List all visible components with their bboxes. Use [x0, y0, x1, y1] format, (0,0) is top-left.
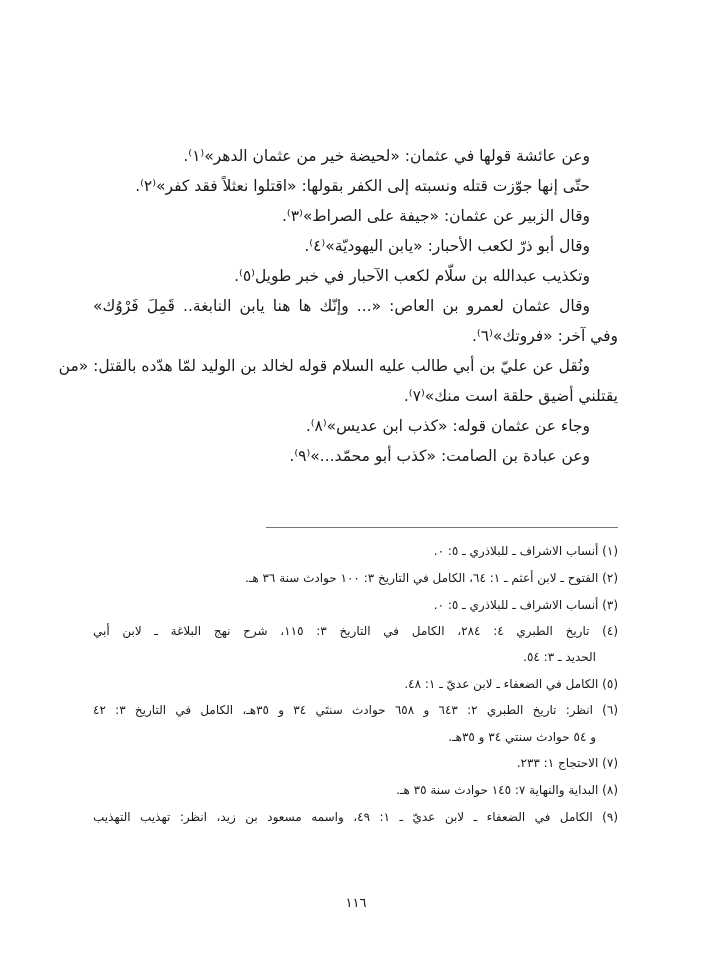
body-line: وقال الزبير عن عثمان: «جيفة على الصراط»⁽٣⁾. — [281, 207, 590, 225]
page-number: ١١٦ — [345, 896, 367, 911]
footnote: (٧) الاحتجاج ١: ٢٣٣. — [516, 756, 618, 770]
footnote: (٤) تاريخ الطبري ٤: ٢٨٤، الكامل في التاريخ ٣: ١١٥، شرح نهج البلاغة ـ لابن أبي — [93, 624, 619, 638]
footnote: (٨) البداية والنهاية ٧: ١٤٥ حوادث سنة ٣٥ هـ. — [396, 783, 618, 797]
footnote-continuation: و ٥٤ حوادث سنتي ٣٤ و ٣٥هـ. — [448, 730, 596, 744]
footnote: (٣) أنساب الاشراف ـ للبلاذري ـ ٥: ٠. — [433, 598, 618, 612]
footnote: (٢) الفتوح ـ لابن أعثم ـ ١: ٦٤، الكامل في التاريخ ٣: ١٠٠ حوادث سنة ٣٦ هـ. — [245, 571, 618, 585]
footnote: (٩) الكامل في الضعفاء ـ لابن عديّ ـ ١: ٤٩، واسمه مسعود بن زيد، انظر: تهذيب التهذيب — [93, 810, 618, 824]
body-line: وقال أبو ذرّ لكعب الأحبار: «يابن اليهوديّة»⁽٤⁾. — [304, 237, 590, 255]
body-line: وقال عثمان لعمرو بن العاص: «... وإنّك ها هنا يابن النابغة.. قَمِلَ فَرْوُك» — [93, 297, 590, 315]
footnote-divider — [266, 527, 618, 528]
body-line: وعن عائشة قولها في عثمان: «لحيضة خير من عثمان الدهر»⁽١⁾. — [183, 147, 590, 165]
body-line: حتّى إنها جوّزت قتله ونسبته إلى الكفر بقولها: «اقتلوا نعثلاً فقد كفر»⁽٢⁾. — [135, 177, 590, 195]
body-line: وتكذيب عبدالله بن سلّام لكعب الآحبار في خبر طويل⁽٥⁾. — [234, 267, 590, 285]
body-line: وجاء عن عثمان قوله: «كذب ابن عديس»⁽٨⁾. — [305, 417, 590, 435]
footnote: (٥) الكامل في الضعفاء ـ لابن عديّ ـ ١: ٤٨. — [404, 677, 618, 691]
footnote: (٦) انظر: تاريخ الطبري ٢: ٦٤٣ و ٦٥٨ حوادث سنتَي ٣٤ و ٣٥هـ، الكامل في التاريخ ٣: ٤٢ — [93, 703, 619, 717]
body-line: وعن عبادة بن الصامت: «كذب أبو محمّد...»⁽٩⁾. — [289, 447, 590, 465]
footnote: (١) أنساب الاشراف ـ للبلاذري ـ ٥: ٠. — [433, 544, 618, 558]
body-line: يقتلني أضيق حلقة است منك»⁽٧⁾. — [403, 387, 618, 405]
footnote-continuation: الحديد ـ ٣: ٥٤. — [523, 650, 596, 664]
body-line: ونُقل عن عليّ بن أبي طالب عليه السلام قوله لخالد بن الوليد لمّا هدّده بالقتل: «من — [58, 357, 590, 375]
body-line: وفي آخر: «فروتك»⁽٦⁾. — [472, 327, 618, 345]
